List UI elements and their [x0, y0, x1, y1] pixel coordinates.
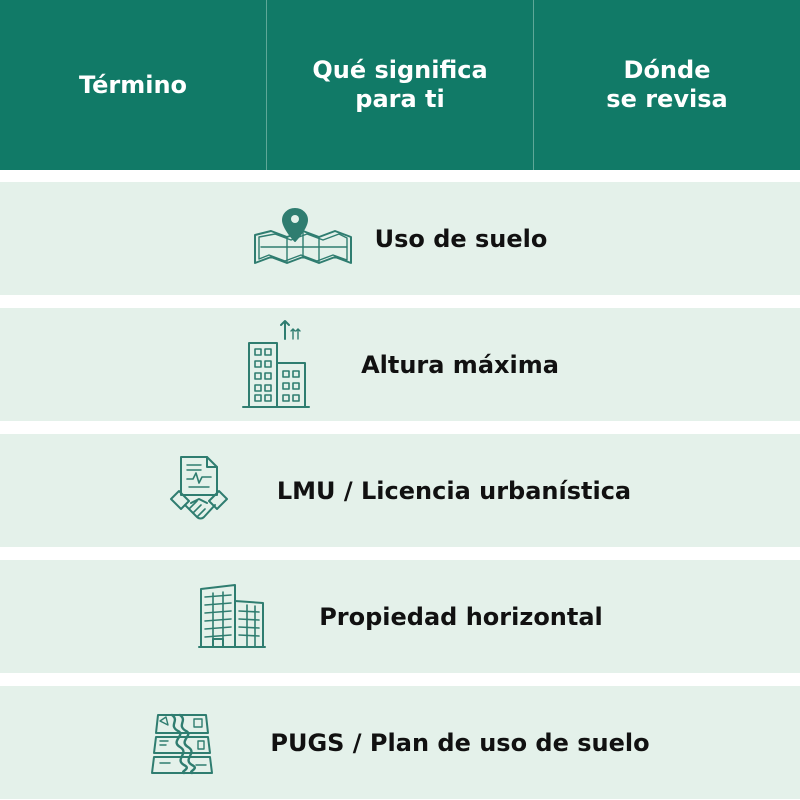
table-row	[0, 308, 800, 421]
row-label: Propiedad horizontal	[319, 602, 603, 631]
row-label: PUGS / Plan de uso de suelo	[270, 728, 650, 757]
row-content	[169, 455, 631, 527]
row-content	[253, 207, 548, 271]
header-term: Término	[78, 70, 188, 99]
map-pin-icon	[253, 207, 353, 271]
license-handshake-icon	[169, 455, 229, 527]
table-row	[0, 434, 800, 547]
land-plan-layers-icon	[150, 711, 214, 775]
row-label: LMU / Licencia urbanística	[276, 476, 632, 505]
row-content	[150, 711, 649, 775]
table-header	[0, 0, 800, 170]
row-content	[197, 583, 603, 651]
table-row	[0, 560, 800, 673]
table-row	[0, 686, 800, 799]
header-where: Dónde se revisa	[533, 0, 800, 170]
apartment-buildings-icon	[197, 583, 267, 651]
buildings-height-icon	[241, 319, 311, 411]
row-label: Altura máxima	[361, 350, 559, 379]
header-meaning: Qué significa para ti	[266, 0, 533, 170]
row-content	[241, 319, 559, 411]
row-label: Uso de suelo	[374, 224, 548, 253]
table-row	[0, 182, 800, 295]
